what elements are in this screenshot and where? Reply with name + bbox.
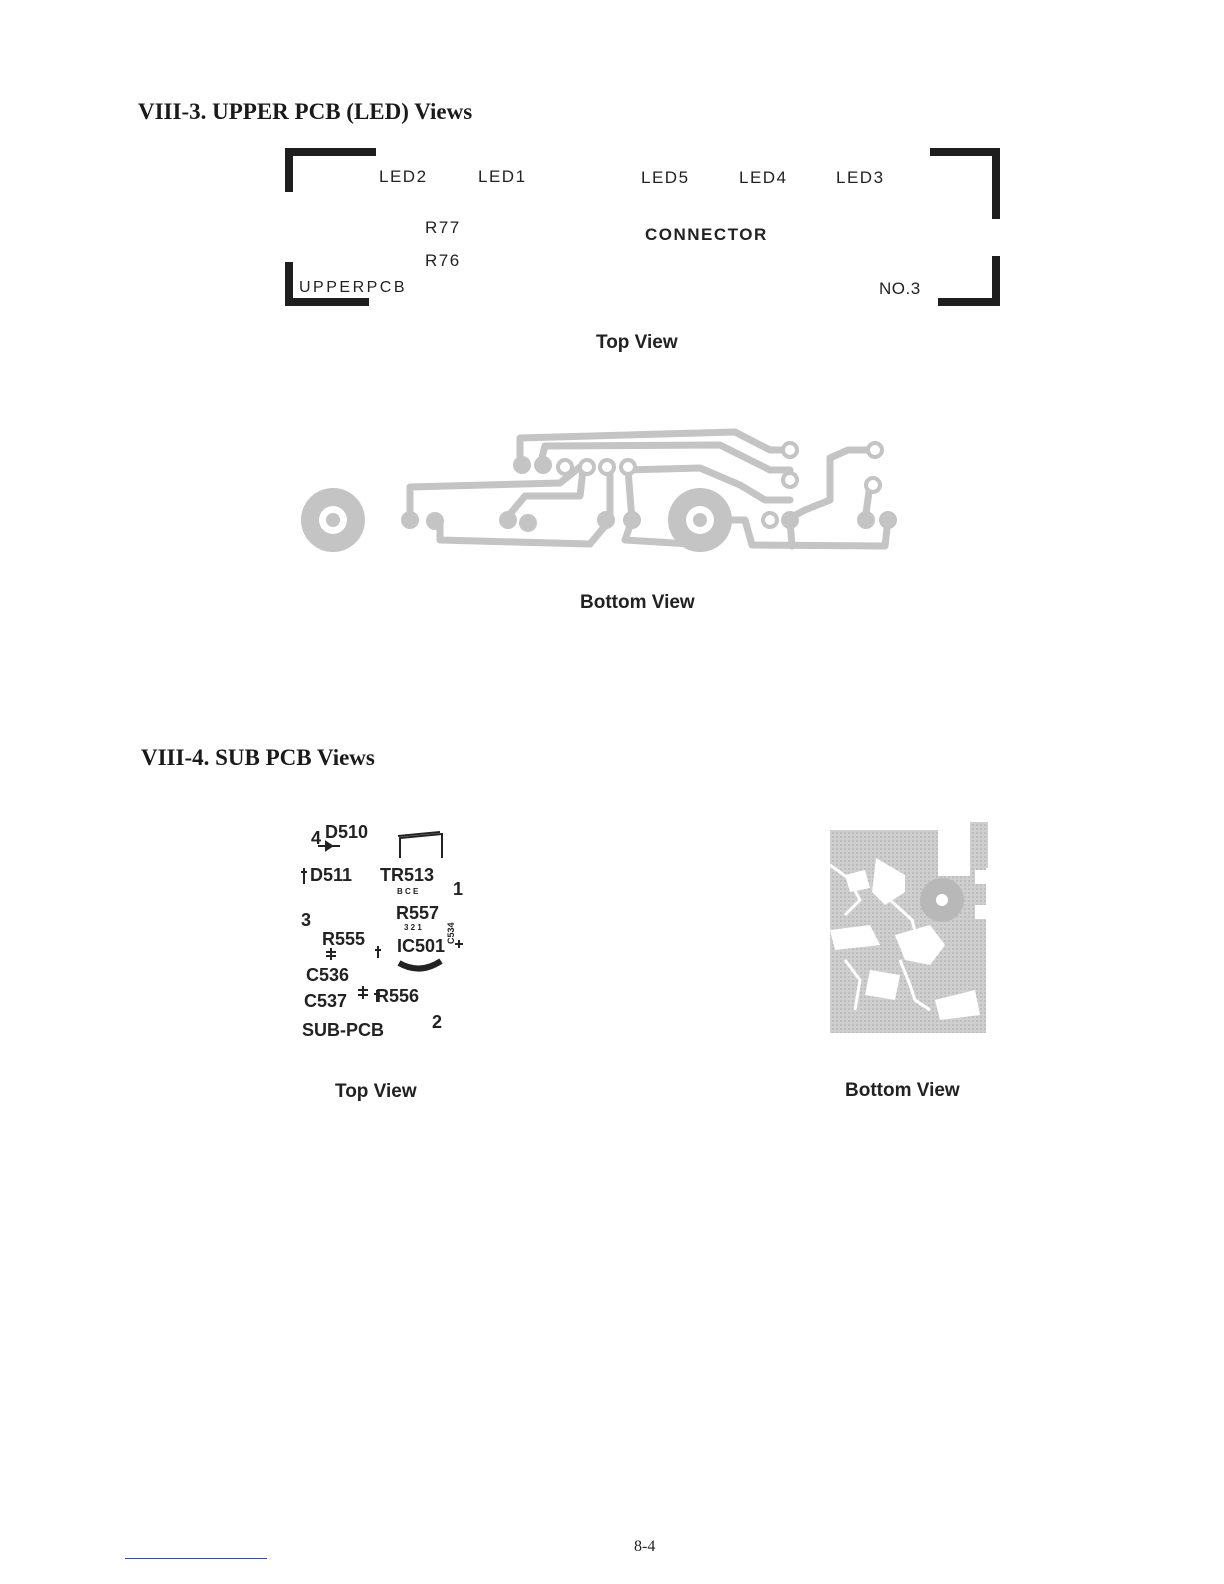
label-r76: R76 bbox=[425, 251, 461, 270]
section-title-upper-pcb: VIII-3. UPPER PCB (LED) Views bbox=[138, 99, 473, 124]
label-r556: R556 bbox=[376, 986, 420, 1006]
caption-sub-bottom-view: Bottom View bbox=[845, 1080, 960, 1101]
caption-sub-top-view: Top View bbox=[335, 1081, 417, 1102]
label-no3: NO.3 bbox=[879, 279, 921, 298]
footer-rule bbox=[125, 1558, 267, 1559]
label-r77: R77 bbox=[425, 218, 461, 237]
label-led4: LED4 bbox=[739, 168, 788, 187]
label-ic-pins: 3 2 1 bbox=[404, 923, 422, 932]
page-number: 8-4 bbox=[634, 1538, 656, 1555]
label-upper-pcb: UPPERPCB bbox=[299, 279, 408, 296]
label-d511: D511 bbox=[310, 865, 353, 885]
label-c537: C537 bbox=[304, 991, 348, 1011]
label-r555: R555 bbox=[322, 929, 366, 949]
label-led1: LED1 bbox=[478, 167, 527, 186]
label-tr-pins: B C E bbox=[397, 887, 419, 896]
label-tr513: TR513 bbox=[380, 865, 435, 885]
caption-upper-top-view: Top View bbox=[596, 332, 678, 353]
label-c534: C534 bbox=[446, 922, 456, 944]
label-sub-pcb: SUB-PCB bbox=[302, 1020, 385, 1040]
label-connector: CONNECTOR bbox=[645, 225, 768, 244]
label-c536: C536 bbox=[306, 965, 350, 985]
label-pin3: 3 bbox=[301, 910, 312, 930]
label-pin2: 2 bbox=[432, 1012, 443, 1032]
label-led5: LED5 bbox=[641, 168, 690, 187]
label-r557: R557 bbox=[396, 903, 440, 923]
label-led3: LED3 bbox=[836, 168, 885, 187]
label-pin4: 4 bbox=[311, 828, 322, 848]
label-d510: D510 bbox=[325, 822, 369, 842]
label-pin1: 1 bbox=[453, 879, 464, 899]
section-title-sub-pcb: VIII-4. SUB PCB Views bbox=[141, 745, 375, 770]
label-ic501: IC501 bbox=[397, 936, 446, 956]
label-led2: LED2 bbox=[379, 167, 428, 186]
caption-upper-bottom-view: Bottom View bbox=[580, 592, 695, 613]
